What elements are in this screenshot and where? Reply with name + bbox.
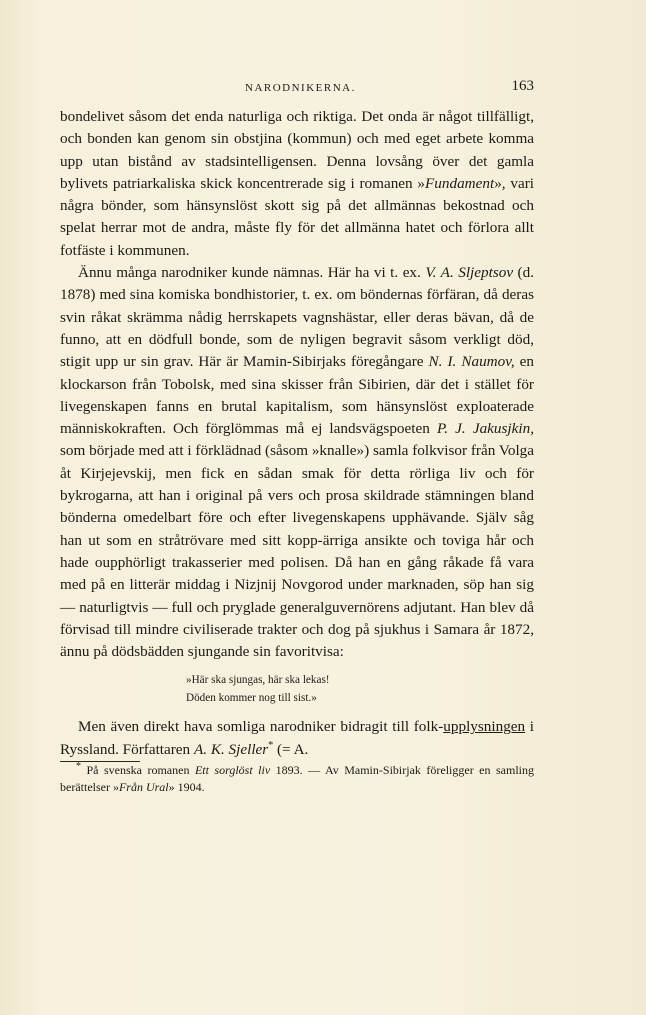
footnote-title-2: Från Ural [118,780,169,795]
footnote-text-b: 1893. — Av Mamin-Sibirjak föreligger en samling berättelser » [60,763,534,795]
body-text [60,106,534,796]
page-header [60,78,534,100]
paragraph-2-text-c: en klockarson från Tobolsk, med sina skisser från Sibirien, där det i stället för livegenskapen fanns en brutal kapitalism, som hänsynslöst exploaterade människokraften. Och förglömmas må ej landsvägspoeten [60,353,534,438]
paragraph-3 [60,716,534,761]
footnote [60,762,534,796]
author-name-sjeller: A. K. Sjeller [193,740,269,758]
poem-line: »Här ska sjungas, här ska lekas! [186,674,330,687]
paragraph-2-text-d: som började med att i förklädnad (såsom »knalle») samla folkvisor från Volga åt Kirjejevskij, men fick en sådan smak för detta rörliga liv och för bykrogarna, att han i original på vers och prosa skildrade stämningen bland bönderna omedelbart före och efter livegenskapens upphävande. Själv såg han ut som en stråtrövare med sitt kopp-ärriga ansikte och toviga hår och hade oupphörligt trakasserier med polisen. Då han en gång råkade få vara med på en litterär middag i Nizjnij Novgorod under marknaden, söp han sig — naturligtvis — full och pryglade generalguvernörens adjutant. Han blev då förvisad till mindre civiliserade trakter och dog på sjukhus i Samara år 1872, ännu på dödsbädden sjungande sin favoritvisa: [60,442,534,661]
paragraph-3-text-b: i Ryssland. Författaren [60,718,534,758]
paragraph-1-text-a: bondelivet såsom det enda naturliga och riktiga. Det onda är något tillfälligt, och bonden kan genom sin obstjina (kommun) och med eget arbete komma upp utan bistånd av stadsintelligensen. Denna lovsång över det gamla bylivets patriarkaliska skick koncentrerade sig i romanen » [60,108,534,192]
footnote-text-a: På svenska romanen [81,763,195,778]
paragraph-3-text-c: (= A. [273,740,309,758]
paragraph-2 [60,262,534,663]
paragraph-1 [60,106,534,262]
author-name-naumov: N. I. Naumov, [428,353,515,371]
author-name-sljeptsov: V. A. Sljeptsov [425,264,514,282]
author-name-jakusjkin: P. J. Jakusjkin, [436,420,534,438]
paragraph-2-text-a: Ännu många narodniker kunde nämnas. Här ha vi t. ex. [78,264,426,282]
footnote-marker: * [268,739,274,751]
poem-line: Döden kommer nog till sist.» [186,692,317,705]
footnote-marker: * [76,761,81,773]
footnote-text-c: » 1904. [168,780,205,795]
paragraph-2-text-b: (d. 1878) med sina komiska bondhistorier, t. ex. om böndernas förfäran, då deras svin råkat skrämma nådig herrskapets vagnshästar, eller deras bävan, då de funno, att en dödfull bonde, som de nyligen begravit såsom verkligt död, stigit upp ur sin grav. Här är Mamin-Sibirjaks föregångare [60,264,535,371]
page-number: 163 [511,78,534,94]
paragraph-3-text-a: Men även direkt hava somliga narodniker bidragit till folk- [78,718,444,736]
running-head: NARODNIKERNA. [245,82,356,94]
novel-title-fundament: Fundament [425,174,495,192]
underlined-word: upplysningen [443,718,526,736]
poem-quote [186,671,534,707]
footnote-title-1: Ett sorglöst liv [194,763,271,778]
paragraph-1-text-b: », vari några bönder, som hänsynslöst skott sig på det allmännas bekostnad och spelat herrar mot de andra, måste fly för det allmänna hatet och förlora allt fotfäste i kommunen. [60,174,534,259]
